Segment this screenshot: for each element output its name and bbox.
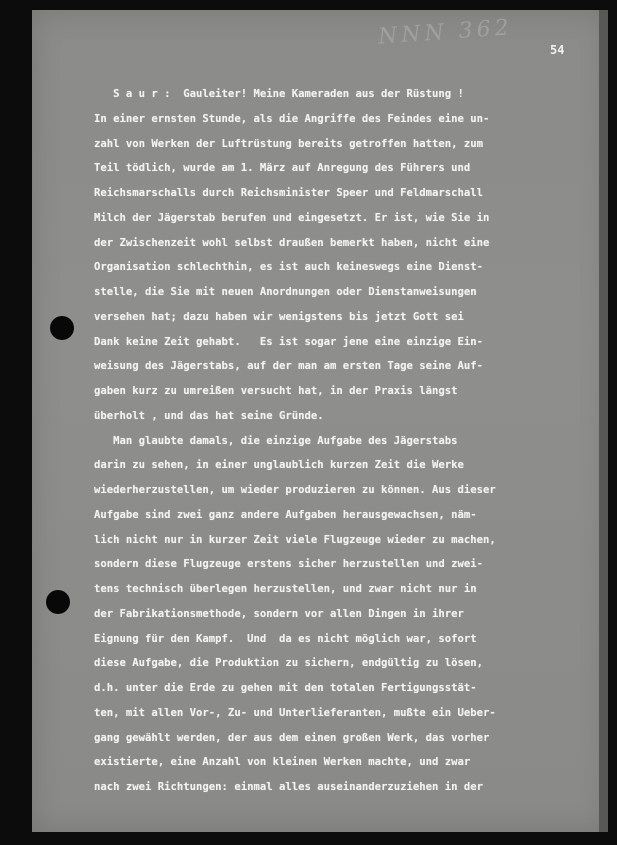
- text-line: Organisation schlechthin, es ist auch keineswegs eine Dienst-: [94, 261, 484, 274]
- text-line: der Fabrikationsmethode, sondern vor allen Dingen in ihrer: [94, 607, 464, 620]
- text-line: überholt , und das hat seine Gründe.: [94, 409, 324, 422]
- text-line: zahl von Werken der Luftrüstung bereits getroffen hatten, zum: [94, 137, 484, 150]
- text-line: weisung des Jägerstabs, auf der man am ersten Tage seine Auf-: [94, 360, 484, 373]
- text-line: nach zwei Richtungen: einmal alles auseinanderzuziehen in der: [94, 781, 484, 793]
- scan-edge: [599, 10, 608, 832]
- text-line: gaben kurz zu umreißen versucht hat, in der Praxis längst: [94, 385, 458, 397]
- page-number: 54: [550, 43, 565, 57]
- handwritten-reference: NNN 362: [377, 15, 514, 50]
- text-line: der Zwischenzeit wohl selbst draußen bemerkt haben, nicht eine: [94, 236, 490, 249]
- punch-hole-upper: [50, 316, 74, 340]
- text-line: wiederherzustellen, um wieder produzieren zu können. Aus dieser: [94, 484, 496, 496]
- text-line: lich nicht nur in kurzer Zeit viele Flugzeuge wieder zu machen,: [94, 533, 496, 546]
- text-line: darin zu sehen, in einer unglaublich kurzen Zeit die Werke: [94, 459, 464, 472]
- text-line: Eignung für den Kampf. Und da es nicht möglich war, sofort: [94, 632, 477, 645]
- text-line: In einer ernsten Stunde, als die Angriffe des Feindes eine un-: [94, 112, 490, 125]
- text-line: stelle, die Sie mit neuen Anordnungen oder Dienstanweisungen: [94, 286, 477, 298]
- text-line: sondern diese Flugzeuge erstens sicher herzustellen und zwei-: [94, 558, 484, 571]
- text-line: tens technisch überlegen herzustellen, und zwar nicht nur in: [94, 583, 477, 595]
- text-line: Milch der Jägerstab berufen und eingesetzt. Er ist, wie Sie in: [94, 211, 490, 224]
- text-line: Teil tödlich, wurde am 1. März auf Anregung des Führers und: [94, 162, 471, 175]
- text-line: Aufgabe sind zwei ganz andere Aufgaben herausgewachsen, näm-: [94, 508, 477, 521]
- text-line: Reichsmarschalls durch Reichsminister Speer und Feldmarschall: [94, 187, 484, 199]
- text-line: existierte, eine Anzahl von kleinen Werken machte, und zwar: [94, 756, 471, 769]
- text-line: Dank keine Zeit gehabt. Es ist sogar jene eine einzige Ein-: [94, 335, 484, 348]
- text-line: d.h. unter die Erde zu gehen mit den totalen Fertigungsstät-: [94, 682, 477, 694]
- text-line: versehen hat; dazu haben wir wenigstens bis jetzt Gott sei: [94, 310, 464, 323]
- text-line: gang gewählt werden, der aus dem einen großen Werk, das vorher: [94, 731, 490, 744]
- punch-hole-lower: [46, 590, 70, 614]
- text-line: S a u r : Gauleiter! Meine Kameraden aus der Rüstung !: [94, 88, 464, 100]
- text-line: diese Aufgabe, die Produktion zu sichern, endgültig zu lösen,: [94, 657, 484, 670]
- document-page: [32, 10, 608, 832]
- text-line: ten, mit allen Vor-, Zu- und Unterlieferanten, mußte ein Ueber-: [94, 706, 496, 719]
- text-line: Man glaubte damals, die einzige Aufgabe des Jägerstabs: [94, 434, 458, 447]
- typewritten-body: [94, 82, 600, 800]
